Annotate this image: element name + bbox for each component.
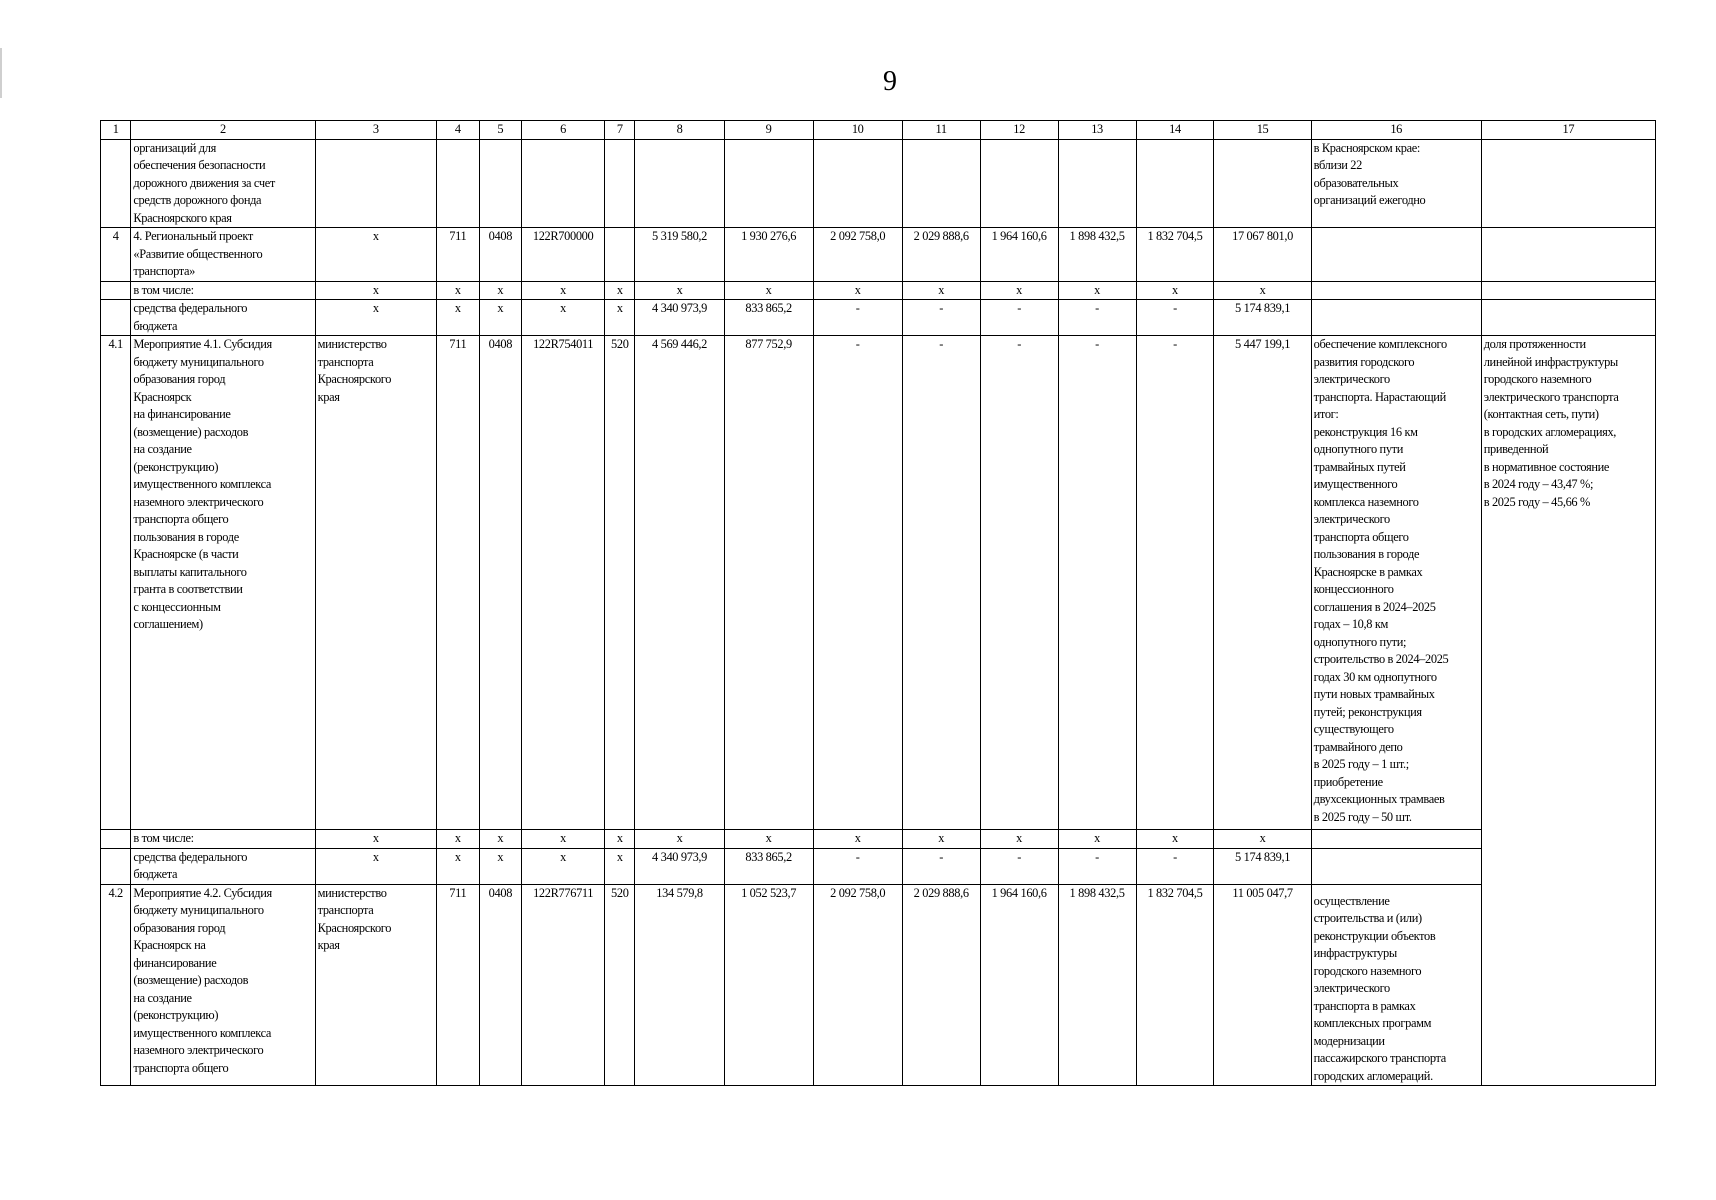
program-table <box>100 120 1656 1086</box>
page-number: 9 <box>883 66 897 97</box>
amount-cell: - <box>813 336 902 830</box>
amount-cell: 1 930 276,6 <box>724 228 813 282</box>
col-header: 9 <box>724 121 813 140</box>
grbs-code: 711 <box>437 336 480 830</box>
table-row-including <box>101 281 1656 300</box>
grbs-code: 711 <box>437 228 480 282</box>
executor: министерство транспорта Красноярского края <box>315 884 436 1086</box>
executor: х <box>315 228 436 282</box>
table-row-federal <box>101 848 1656 884</box>
col-header: 5 <box>479 121 522 140</box>
table-row-4-1 <box>101 336 1656 830</box>
x-cell: х <box>1214 281 1311 300</box>
including-label: в том числе: <box>131 281 315 300</box>
amount-cell: 134 579,8 <box>635 884 724 1086</box>
executor: министерство транспорта Красноярского края <box>315 336 436 830</box>
vr-code: 520 <box>605 884 635 1086</box>
x-cell: х <box>902 830 980 849</box>
x-cell: х <box>724 830 813 849</box>
x-cell: х <box>1058 830 1136 849</box>
table-row-federal <box>101 300 1656 336</box>
vr-code <box>605 228 635 282</box>
table-row-including <box>101 830 1656 849</box>
x-cell: х <box>980 830 1058 849</box>
vr-code: х <box>605 300 635 336</box>
x-cell: х <box>437 830 480 849</box>
csr-code: 122R776711 <box>522 884 605 1086</box>
expected-result: обеспечение комплексного развития городского электрического транспорта. Нарастающий итог: реконструкция 16 км однопутного пути трамвайных путей имущественного комплекса наземного электрического транспорта общего пользования в городе Красноярске в рамках концессионного соглашения в 2024–2025 годах – 10,8 км однопутного пути; строительство в 2024–2025 годах 30 км однопутного пути новых трамвайных путей; реконструкция существующего трамвайного депо в 2025 году – 1 шт.; приобретение двухсекционных трамваев в 2025 году – 50 шт. <box>1311 336 1481 830</box>
amount-cell: - <box>813 848 902 884</box>
table-row-4 <box>101 228 1656 282</box>
x-cell: х <box>724 281 813 300</box>
grbs-code: х <box>437 300 480 336</box>
x-cell: х <box>980 281 1058 300</box>
csr-code: 122R700000 <box>522 228 605 282</box>
col-header: 16 <box>1311 121 1481 140</box>
table-row-4-2 <box>101 884 1656 1086</box>
total-cell: 11 005 047,7 <box>1214 884 1311 1086</box>
amount-cell: - <box>1058 848 1136 884</box>
col-header: 13 <box>1058 121 1136 140</box>
x-cell: х <box>635 281 724 300</box>
amount-cell: - <box>1136 848 1214 884</box>
row-number: 4.1 <box>101 336 131 830</box>
col-header: 1 <box>101 121 131 140</box>
amount-cell: 1 832 704,5 <box>1136 884 1214 1086</box>
grbs-code: 711 <box>437 884 480 1086</box>
vr-code: 520 <box>605 336 635 830</box>
amount-cell: 4 569 446,2 <box>635 336 724 830</box>
col-header: 10 <box>813 121 902 140</box>
rzpr-code: 0408 <box>479 228 522 282</box>
x-cell: х <box>437 281 480 300</box>
amount-cell: 1 898 432,5 <box>1058 228 1136 282</box>
col-header: 14 <box>1136 121 1214 140</box>
amount-cell: - <box>980 848 1058 884</box>
total-cell: 5 174 839,1 <box>1214 848 1311 884</box>
grbs-code: х <box>437 848 480 884</box>
activity-name: Мероприятие 4.2. Субсидия бюджету муниципального образования город Красноярск на финансирование (возмещение) расходов на создание (реконструкцию) имущественного комплекса наземного электрического транспорта общего <box>131 884 315 1086</box>
col-header: 7 <box>605 121 635 140</box>
amount-cell: 1 898 432,5 <box>1058 884 1136 1086</box>
amount-cell: 1 964 160,6 <box>980 884 1058 1086</box>
amount-cell: 833 865,2 <box>724 848 813 884</box>
x-cell: х <box>522 830 605 849</box>
amount-cell: - <box>813 300 902 336</box>
vr-code: х <box>605 848 635 884</box>
amount-cell: 2 092 758,0 <box>813 884 902 1086</box>
activity-name: Мероприятие 4.1. Субсидия бюджету муниципального образования город Красноярск на финансирование (возмещение) расходов на создание (реконструкцию) имущественного комплекса наземного электрического транспорта общего пользования в городе Красноярске (в части выплаты капитального гранта в соответствии с концессионным соглашением) <box>131 336 315 830</box>
federal-label: средства федерального бюджета <box>131 300 315 336</box>
col-header: 8 <box>635 121 724 140</box>
x-cell: х <box>813 830 902 849</box>
amount-cell: - <box>980 336 1058 830</box>
csr-code: х <box>522 848 605 884</box>
x-cell: х <box>1214 830 1311 849</box>
total-cell: 5 174 839,1 <box>1214 300 1311 336</box>
amount-cell: 2 029 888,6 <box>902 228 980 282</box>
col-header: 15 <box>1214 121 1311 140</box>
x-cell: х <box>315 830 436 849</box>
amount-cell: - <box>980 300 1058 336</box>
col-header: 2 <box>131 121 315 140</box>
x-cell: х <box>902 281 980 300</box>
x-cell: х <box>635 830 724 849</box>
x-cell: х <box>813 281 902 300</box>
row-number: 4 <box>101 228 131 282</box>
col-header: 12 <box>980 121 1058 140</box>
amount-cell: 1 964 160,6 <box>980 228 1058 282</box>
activity-name: организаций для обеспечения безопасности дорожного движения за счет средств дорожного фонда Красноярского края <box>131 139 315 228</box>
csr-code: 122R754011 <box>522 336 605 830</box>
header-row <box>101 121 1656 140</box>
csr-code: х <box>522 300 605 336</box>
rzpr-code: 0408 <box>479 336 522 830</box>
x-cell: х <box>1136 830 1214 849</box>
amount-cell: 4 340 973,9 <box>635 848 724 884</box>
amount-cell: 877 752,9 <box>724 336 813 830</box>
including-label: в том числе: <box>131 830 315 849</box>
amount-cell: 2 092 758,0 <box>813 228 902 282</box>
amount-cell: - <box>902 300 980 336</box>
total-cell: 5 447 199,1 <box>1214 336 1311 830</box>
x-cell: х <box>1058 281 1136 300</box>
amount-cell: - <box>1136 336 1214 830</box>
col-header: 3 <box>315 121 436 140</box>
amount-cell: 1 832 704,5 <box>1136 228 1214 282</box>
rzpr-code: х <box>479 300 522 336</box>
target-indicator: доля протяженности линейной инфраструктуры городского наземного электрического транспорта (контактная сеть, пути) в городских агломерациях, приведенной в нормативное состояние в 2024 году – 43,47 %; в 2025 году – 45,66 % <box>1481 336 1655 885</box>
amount-cell: - <box>902 336 980 830</box>
executor: х <box>315 848 436 884</box>
x-cell: х <box>522 281 605 300</box>
col-header: 17 <box>1481 121 1655 140</box>
amount-cell: - <box>1058 336 1136 830</box>
total-cell: 17 067 801,0 <box>1214 228 1311 282</box>
x-cell: х <box>605 281 635 300</box>
x-cell: х <box>479 830 522 849</box>
amount-cell: 833 865,2 <box>724 300 813 336</box>
col-header: 4 <box>437 121 480 140</box>
rzpr-code: х <box>479 848 522 884</box>
amount-cell: 4 340 973,9 <box>635 300 724 336</box>
x-cell: х <box>1136 281 1214 300</box>
x-cell: х <box>605 830 635 849</box>
x-cell: х <box>479 281 522 300</box>
x-cell: х <box>315 281 436 300</box>
expected-result: осуществление строительства и (или) реконструкции объектов инфраструктуры городского наземного электрического транспорта в рамках комплексных программ модернизации пассажирского транспорта городских агломераций. <box>1311 884 1481 1086</box>
col-header: 11 <box>902 121 980 140</box>
row-number: 4.2 <box>101 884 131 1086</box>
executor: х <box>315 300 436 336</box>
amount-cell: - <box>902 848 980 884</box>
activity-name: 4. Региональный проект «Развитие общественного транспорта» <box>131 228 315 282</box>
table-row-continuation <box>101 139 1656 228</box>
rzpr-code: 0408 <box>479 884 522 1086</box>
expected-result: в Красноярском крае: вблизи 22 образовательных организаций ежегодно <box>1311 139 1481 228</box>
amount-cell: 1 052 523,7 <box>724 884 813 1086</box>
federal-label: средства федерального бюджета <box>131 848 315 884</box>
amount-cell: - <box>1058 300 1136 336</box>
amount-cell: - <box>1136 300 1214 336</box>
amount-cell: 5 319 580,2 <box>635 228 724 282</box>
col-header: 6 <box>522 121 605 140</box>
amount-cell: 2 029 888,6 <box>902 884 980 1086</box>
